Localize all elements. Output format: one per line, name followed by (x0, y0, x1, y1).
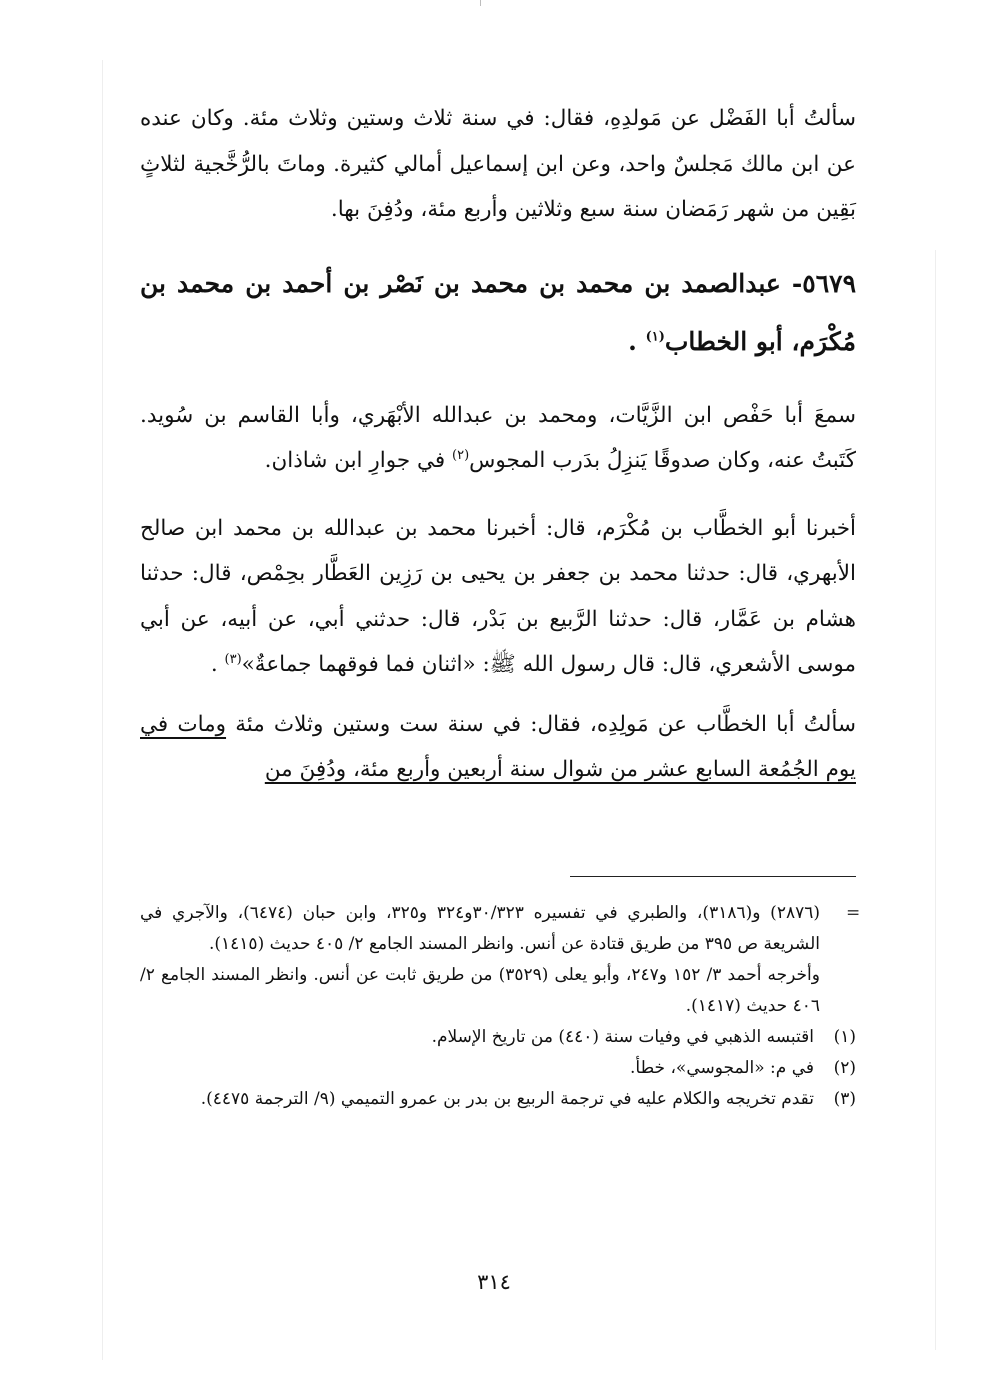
scan-edge-left (102, 60, 103, 1360)
paragraph-mawlid-last-line: ومات في يوم الجُمُعة السابع عشر من شوال سنة أربعين وأربع مئة، ودُفِنَ من (140, 711, 856, 782)
footnote-text: اقتبسه الذهبي في وفيات سنة (٤٤٠) من تاريخ الإسلام. (431, 1027, 814, 1047)
spacer (140, 484, 856, 506)
footnote-separator-rule (570, 876, 856, 877)
main-text (140, 96, 856, 793)
spacer (140, 688, 856, 702)
spacer (140, 233, 856, 255)
footnote-continued-1: (٢٨٧٦) و(٣١٨٦)، والطبري في تفسيره ٣٠/٣٢٣و٣٢٤ و٣٢٥، وابن حبان (٦٤٧٤)، والآجري في الشريعة ص ٣٩٥ من طريق قتادة عن أنس. وانظر المسند الجامع ٢/ ٤٠٥ حديث (١٤١٥). (140, 903, 820, 954)
paragraph-sama-end: في جوارِ ابن شاذان. (264, 448, 452, 473)
footnote-number: (٣) (833, 1089, 856, 1109)
entry-title: عبدالصمد بن محمد بن محمد بن نَصْر بن أحمد بن محمد بن مُكْرَم، أبو الخطاب (140, 268, 856, 356)
footnote-marker-2: (٢) (452, 447, 470, 463)
paragraph-mawlid-abu-alfadl: سألتُ أبا الفَضْل عن مَولدِهِ، فقال: في سنة ثلاث وستين وثلاث مئة. وكان عنده عن ابن مالك مَجلسٌ واحد، وعن ابن إسماعيل أمالي كثيرة. وماتَ بالرُّخَّجية لثلاثٍ بَقِين من شهر رَمَضان سنة سبع وثلاثين وأربع مئة، ودُفِنَ بها. (140, 106, 856, 222)
entry-number: ٥٦٧٩- (791, 268, 856, 298)
paragraph-sama (140, 393, 856, 484)
spacer (140, 371, 856, 393)
footnote-number: (١) (833, 1027, 856, 1047)
paragraph-isnad-end: . (210, 652, 225, 677)
paragraph-mawlid-text: سألتُ أبا الخطَّاب عن مَولِدِه، فقال: في سنة ست وستين وثلاث مئة (226, 711, 856, 737)
footnote-text: تقدم تخريجه والكلام عليه في ترجمة الربيع بن بدر بن عمرو التميمي (٩/ الترجمة ٤٤٧٥). (200, 1089, 814, 1109)
paragraph-isnad (140, 506, 856, 688)
footnote-text: في م: «المجوسي»، خطأ. (630, 1058, 814, 1078)
paragraph-mawlid-abu-alkhattab (140, 702, 856, 793)
footnote-1 (140, 1022, 856, 1053)
page-number: ٣١٤ (477, 1270, 511, 1294)
footnote-3 (140, 1084, 856, 1115)
paragraph-isnad-text: أخبرنا أبو الخطَّاب بن مُكْرَم، قال: أخبرنا محمد بن عبدالله بن محمد ابن صالح الأبهري، قال: حدثنا محمد بن جعفر بن يحيى بن رَزِين العَطَّار بحِمْص، قال: حدثنا هشام بن عَمَّار، قال: حدثنا الرَّبيع بن بَدْر، قال: حدثني أبي، عن أبيه، عن أبي موسى الأشعري، قال: قال رسول الله ﷺ: «اثنان فما فوقهما جماعةٌ» (140, 515, 856, 677)
footnote-marker-3: (٣) (224, 651, 242, 667)
entry-heading-end: . (628, 326, 646, 356)
scan-edge-right (935, 250, 936, 1350)
scan-edge-top (480, 0, 481, 6)
footnote-marker-1: (١) (645, 329, 665, 345)
footnote-2 (140, 1053, 856, 1084)
paragraph-sama-text: سمعَ أبا حَفْص ابن الزَّيَّات، ومحمد بن عبدالله الأبْهَري، وأبا القاسم بن سُويد. كَتَبتُ عنه، وكان صدوقًا يَنزِلُ بدَرب المجوس (140, 402, 856, 473)
biography-entry-heading (140, 255, 856, 371)
footnote-continued-2: وأخرجه أحمد ٣/ ١٥٢ و٢٤٧، وأبو يعلى (٣٥٢٩) من طريق ثابت عن أنس. وانظر المسند الجامع ٢/ ٤٠٦ حديث (١٤١٧). (140, 965, 820, 1016)
footnote-number: (٢) (833, 1058, 856, 1078)
footnotes (140, 898, 856, 1115)
footnote-continuation-mark: = (846, 903, 861, 923)
